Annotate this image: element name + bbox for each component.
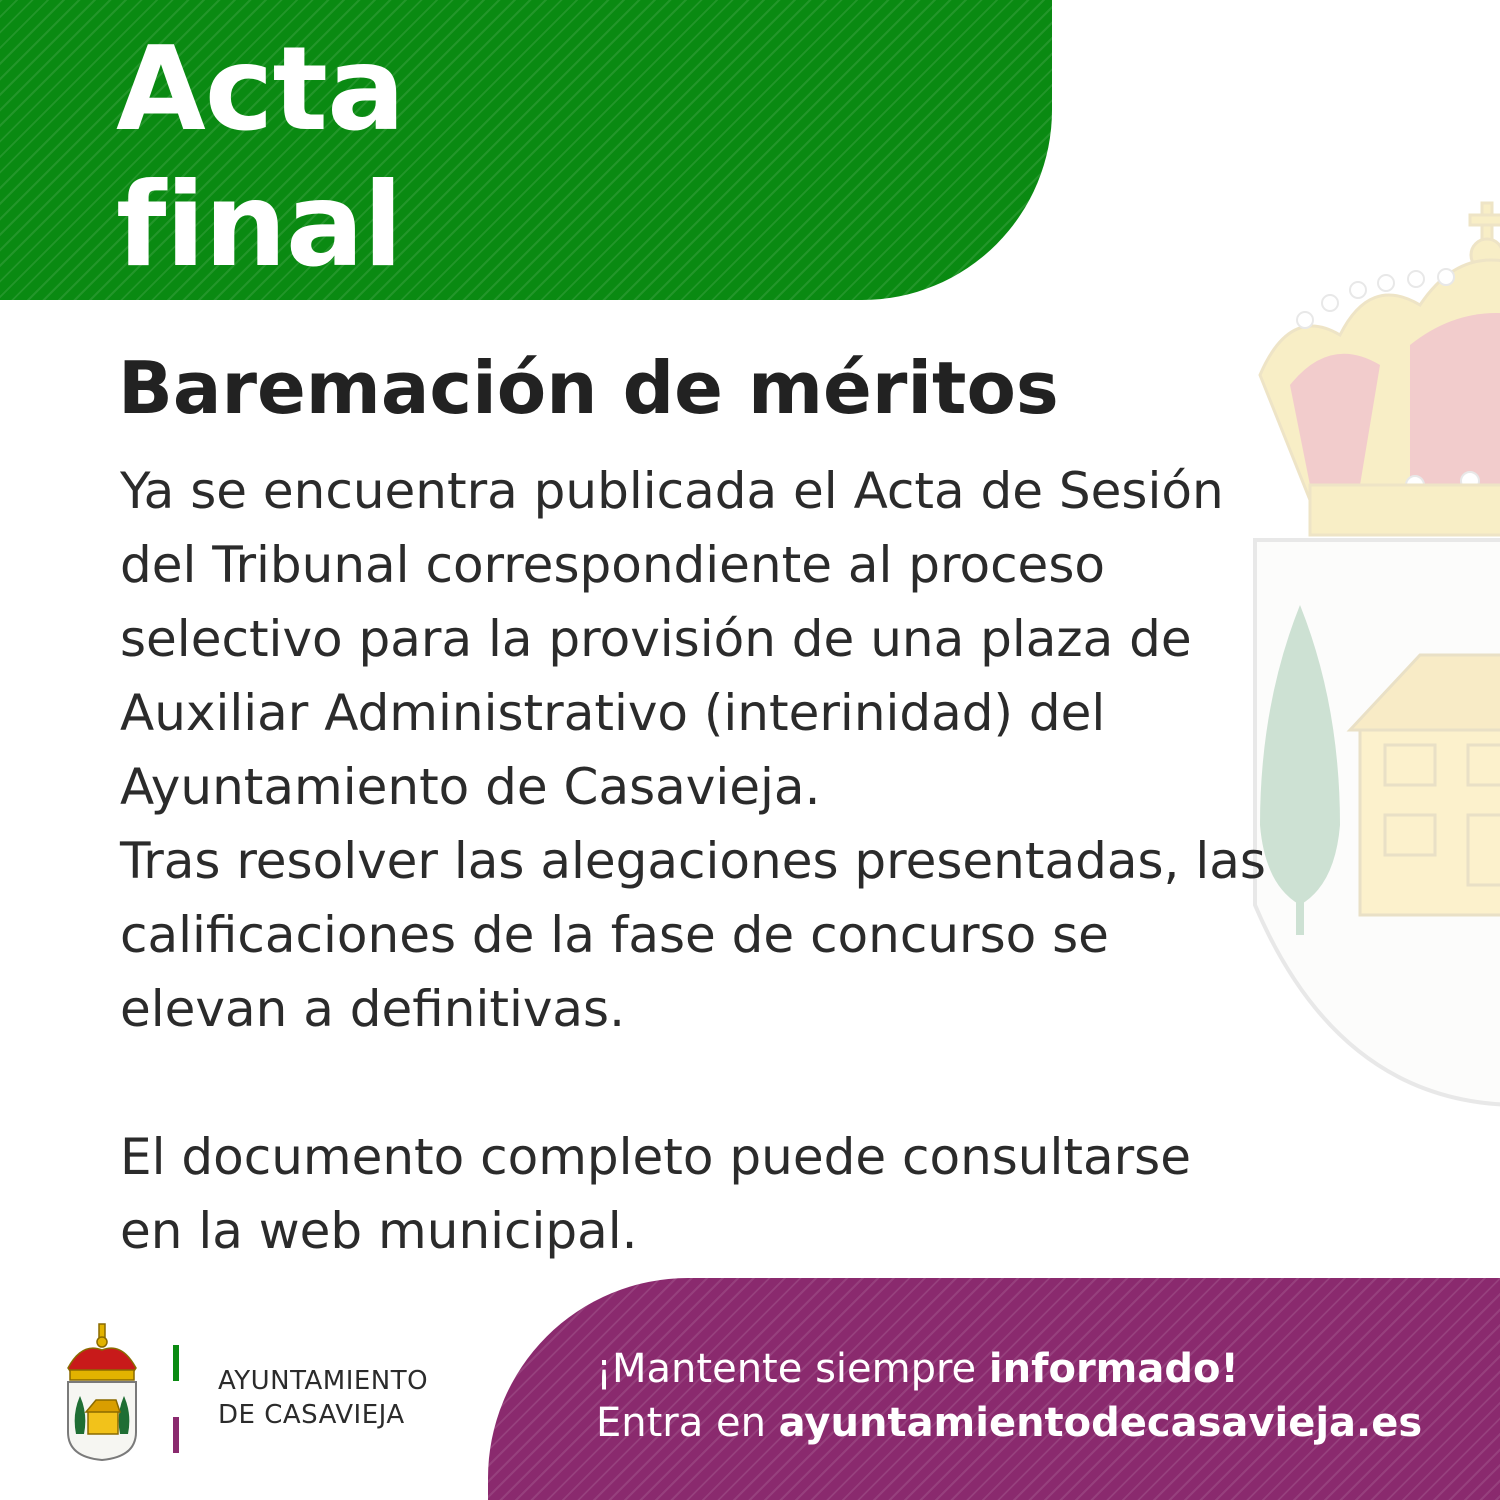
closing-line: en la web municipal. (120, 1202, 638, 1260)
coat-of-arms-icon (1220, 185, 1500, 1115)
org-line-1: AYUNTAMIENTO (218, 1366, 429, 1396)
title-line-1: Acta (116, 22, 405, 157)
cta-line-1 (596, 1342, 1422, 1396)
divider-white (173, 1381, 179, 1417)
page-title (116, 22, 404, 294)
body-line: elevan a definitivas. (120, 980, 626, 1038)
organization-name (218, 1364, 428, 1432)
body-line: Auxiliar Administrativo (interinidad) del (120, 684, 1106, 742)
divider-purple (173, 1417, 179, 1453)
body-line: Ya se encuentra publicada el Acta de Sesión (120, 462, 1224, 520)
cta-line-2 (596, 1396, 1422, 1450)
paragraph-gap (120, 1046, 1230, 1120)
divider-green (173, 1345, 179, 1381)
website-link[interactable]: ayuntamientodecasavieja.es (778, 1400, 1423, 1446)
closing-line: El documento completo puede consultarse (120, 1128, 1191, 1186)
cta-banner (488, 1278, 1500, 1500)
title-line-2: final (116, 158, 402, 293)
cta-line-1-bold: informado! (988, 1346, 1239, 1392)
cta-line-1-text: ¡Mantente siempre (596, 1346, 989, 1392)
body-line: calificaciones de la fase de concurso se (120, 906, 1109, 964)
body-line: Tras resolver las alegaciones presentadas, las (120, 832, 1266, 890)
body-line: selectivo para la provisión de una plaza de (120, 610, 1192, 668)
cta-line-2-text: Entra en (596, 1400, 779, 1446)
body-line: del Tribunal correspondiente al proceso (120, 536, 1105, 594)
body-line: Ayuntamiento de Casavieja. (120, 758, 821, 816)
title-banner (0, 0, 1052, 300)
org-line-2: DE CASAVIEJA (218, 1400, 405, 1430)
coat-of-arms-icon (62, 1322, 142, 1462)
subtitle: Baremación de méritos (118, 346, 1059, 430)
announcement-body (120, 454, 1266, 1268)
cta-text (596, 1342, 1422, 1450)
